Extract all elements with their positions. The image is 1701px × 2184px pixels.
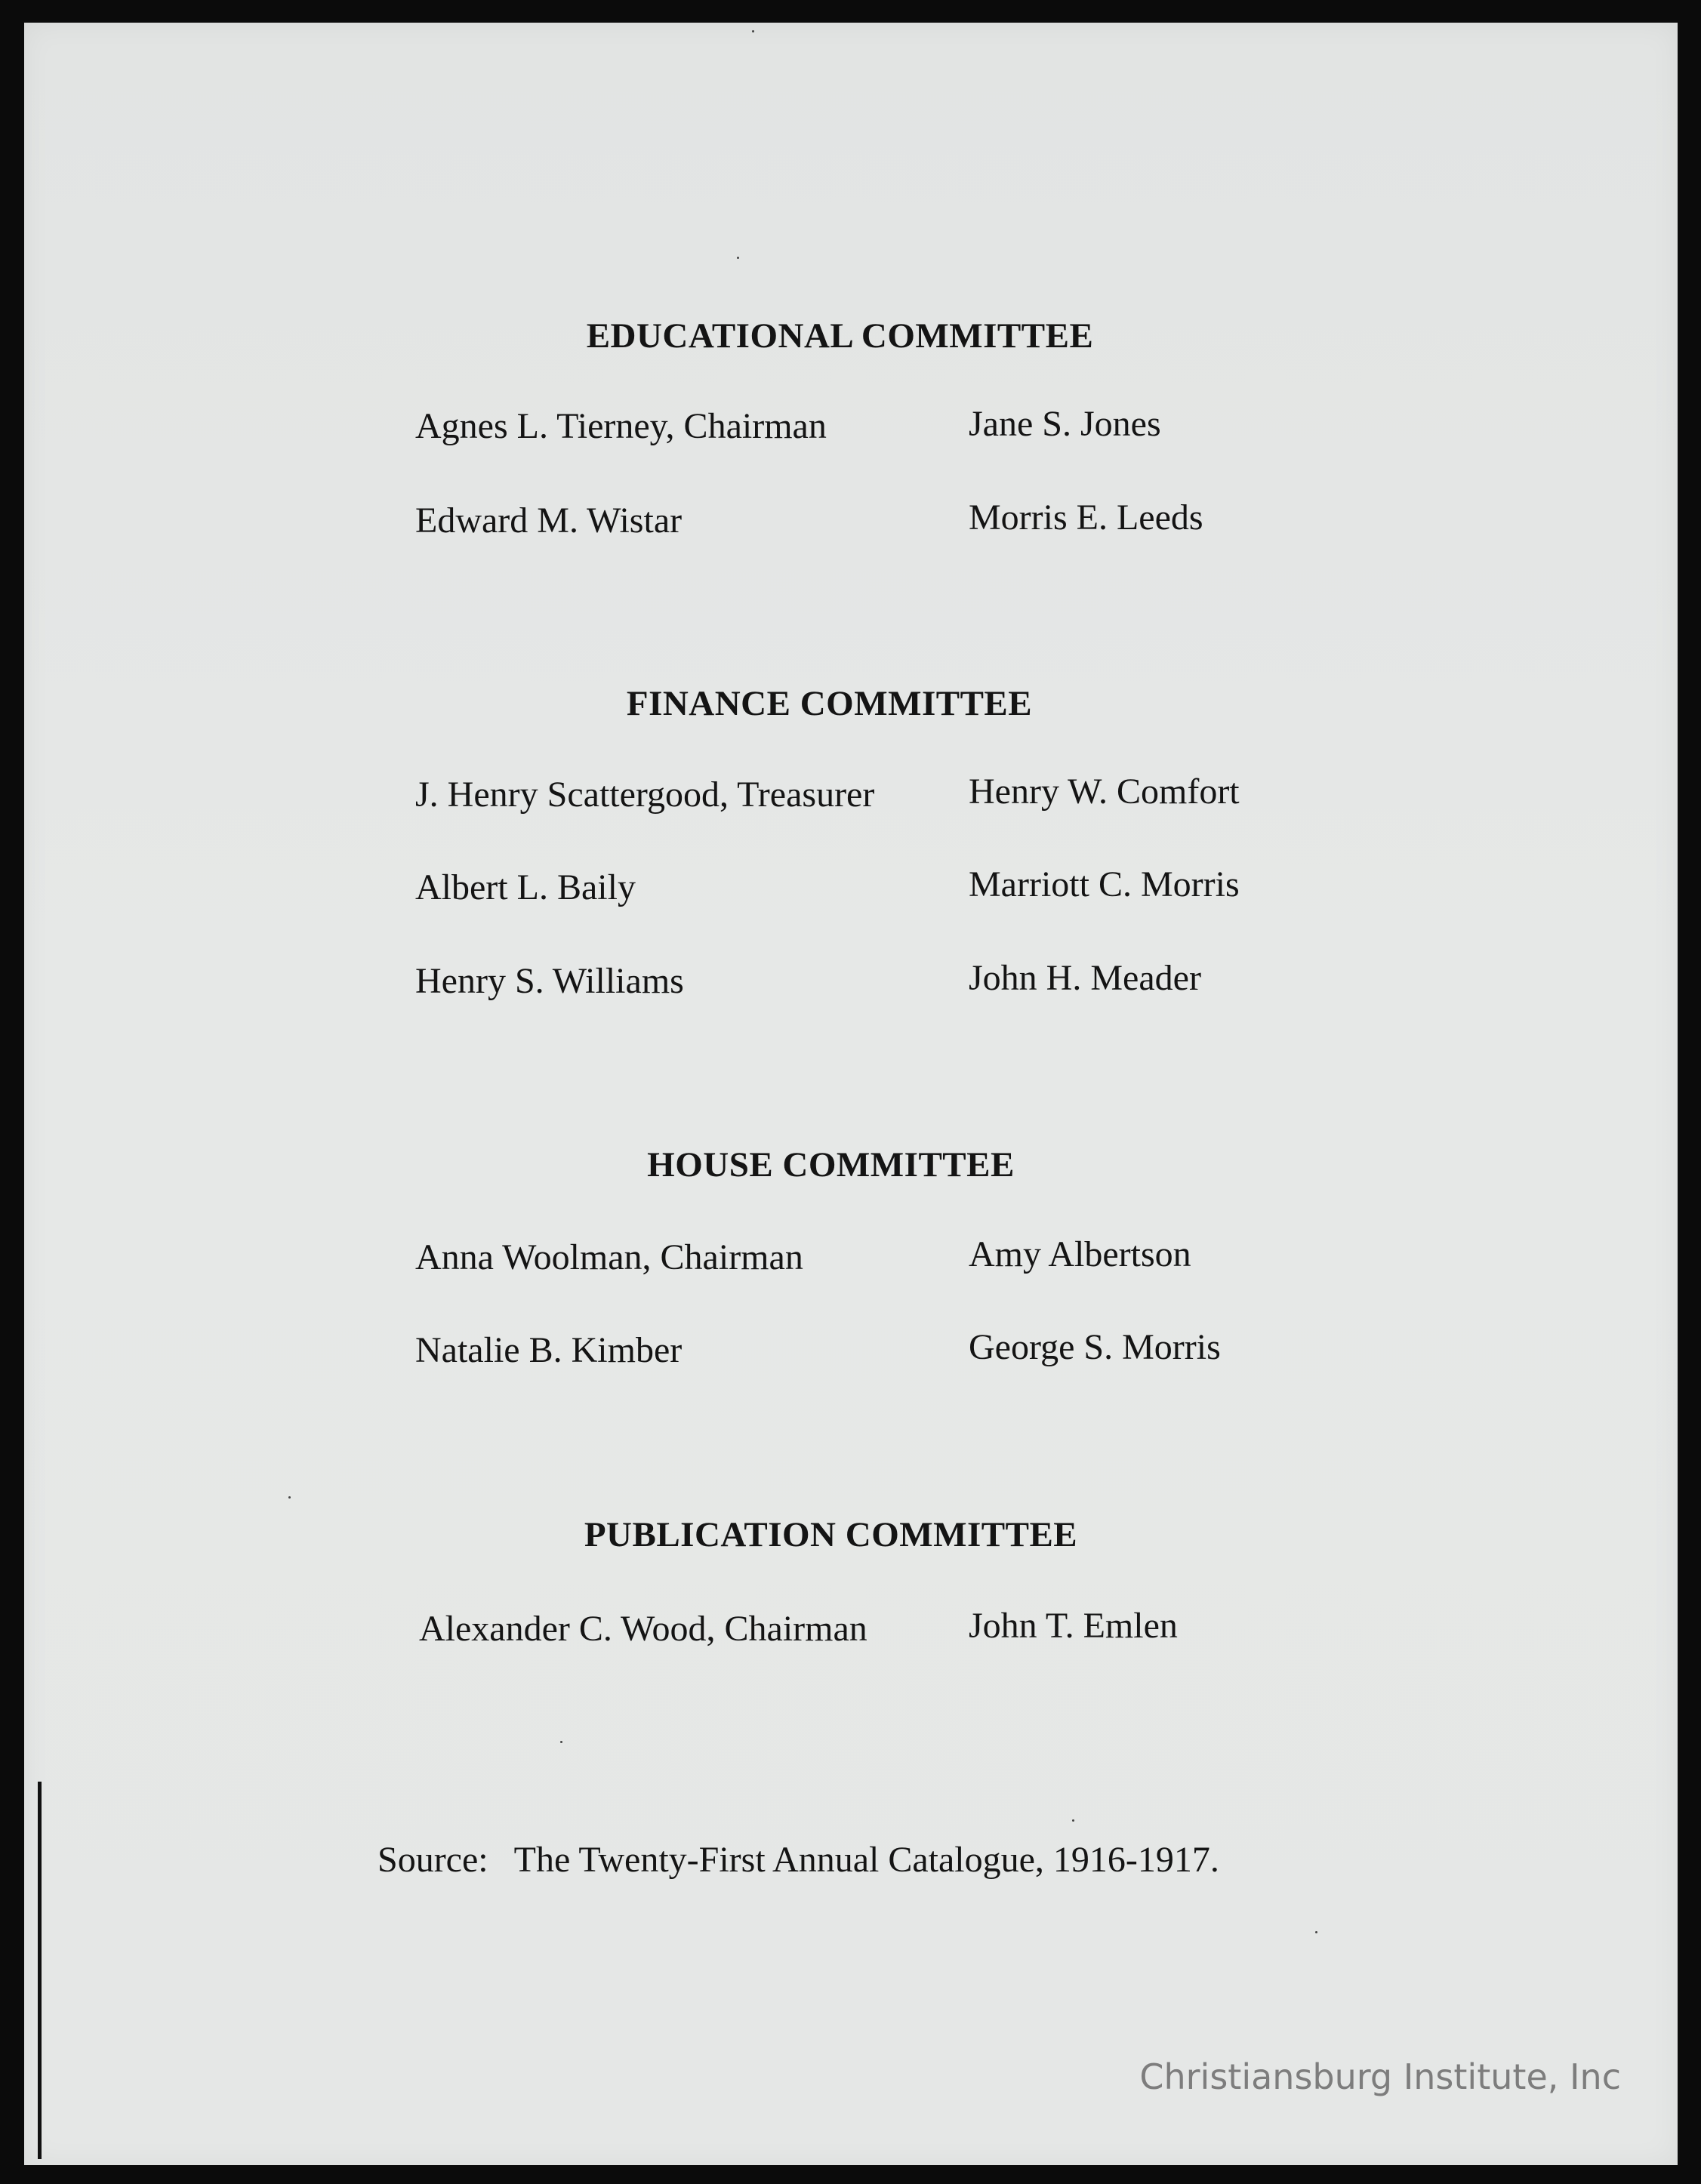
paper-speck: [737, 257, 739, 259]
house-member-right-2: George S. Morris: [969, 1327, 1221, 1367]
house-committee-heading: HOUSE COMMITTEE: [647, 1145, 1015, 1184]
paper-speck: [752, 30, 754, 32]
publication-committee-heading: PUBLICATION COMMITTEE: [584, 1515, 1078, 1554]
educational-member-left-2: Edward M. Wistar: [415, 501, 683, 541]
paper-speck: [1072, 1819, 1074, 1822]
source-label: Source:: [377, 1840, 488, 1880]
finance-member-left-2: Albert L. Baily: [415, 867, 636, 907]
finance-member-left-1: J. Henry Scattergood, Treasurer: [415, 775, 875, 815]
archive-watermark: Christiansburg Institute, Inc: [1139, 2056, 1621, 2097]
educational-member-left-1: Agnes L. Tierney, Chairman: [415, 406, 827, 446]
source-citation: [377, 1839, 1219, 1881]
house-member-left-2: Natalie B. Kimber: [415, 1330, 683, 1370]
publication-member-left-1: Alexander C. Wood, Chairman: [419, 1609, 867, 1649]
house-member-right-1: Amy Albertson: [969, 1234, 1191, 1274]
educational-member-right-2: Morris E. Leeds: [969, 497, 1203, 538]
paper-speck: [560, 1741, 562, 1743]
educational-member-right-1: Jane S. Jones: [969, 404, 1161, 444]
binding-edge-line: [38, 1782, 42, 2159]
house-member-left-1: Anna Woolman, Chairman: [415, 1237, 803, 1277]
educational-committee-heading: EDUCATIONAL COMMITTEE: [586, 316, 1094, 356]
finance-member-right-3: John H. Meader: [969, 958, 1201, 998]
source-text: The Twenty-First Annual Catalogue, 1916-1917.: [513, 1840, 1219, 1880]
finance-member-right-1: Henry W. Comfort: [969, 772, 1240, 812]
paper-speck: [288, 1496, 291, 1499]
finance-member-right-2: Marriott C. Morris: [969, 864, 1240, 904]
paper-speck: [1315, 1931, 1317, 1933]
finance-member-left-3: Henry S. Williams: [415, 961, 684, 1001]
finance-committee-heading: FINANCE COMMITTEE: [626, 684, 1033, 723]
publication-member-right-1: John T. Emlen: [969, 1606, 1178, 1646]
